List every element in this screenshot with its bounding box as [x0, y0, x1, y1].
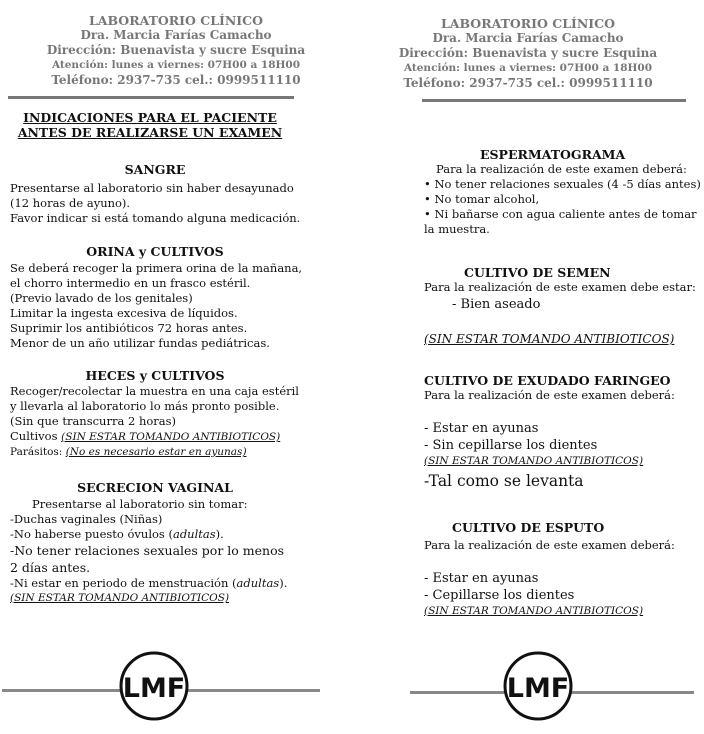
vaginal-line [10, 576, 310, 591]
lmf-logo [502, 650, 574, 722]
section-esputo [424, 520, 694, 619]
parasitos-line [10, 445, 300, 460]
section-faringeo [424, 373, 694, 491]
vaginal-intro: Presentarse al laboratorio sin tomar: [32, 497, 248, 511]
faringeo-intro: Para la realización de este examen deberá: [424, 388, 675, 402]
sangre-title: SANGRE [124, 162, 186, 177]
orina-line: (Previo lavado de los genitales) [10, 291, 193, 305]
heces-line: (Sin que transcurra 2 horas) [10, 414, 177, 428]
faringeo-note: (SIN ESTAR TOMANDO ANTIBIOTICOS) [424, 455, 644, 467]
sangre-line: Presentarse al laboratorio sin haber desayunado [10, 181, 294, 195]
esperma-title: ESPERMATOGRAMA [480, 147, 626, 162]
esperma-line: • No tener relaciones sexuales (4 -5 días antes) [424, 177, 701, 191]
hours: Atención: lunes a viernes: 07H00 a 18H00 [403, 62, 653, 74]
cultivos-line [10, 429, 300, 445]
cultivos-note: (SIN ESTAR TOMANDO ANTIBIOTICOS) [61, 431, 281, 443]
heces-line: Recoger/recolectar la muestra en una caja estéril [10, 384, 299, 398]
esperma-line: • No tomar alcohol, [424, 192, 540, 206]
semen-title: CULTIVO DE SEMEN [464, 265, 611, 280]
lmf-logo [118, 650, 190, 722]
lab-title: LABORATORIO CLÍNICO [441, 16, 615, 31]
main-title-line-2: ANTES DE REALIZARSE UN EXAMEN [17, 125, 283, 140]
sangre-line: (12 horas de ayuno). [10, 196, 131, 210]
phone: Teléfono: 2937-735 cel.: 0999511110 [51, 73, 301, 87]
header-divider [422, 99, 686, 102]
heces-line: y llevarla al laboratorio lo más pronto posible. [10, 399, 280, 413]
vaginal-italic: adultas [236, 576, 280, 590]
esputo-item: - Estar en ayunas [424, 571, 539, 586]
vaginal-text: ). [279, 576, 288, 590]
cultivos-label: Cultivos [10, 429, 62, 443]
esperma-line: la muestra. [424, 222, 490, 236]
heces-title: HECES y CULTIVOS [85, 368, 225, 383]
address: Dirección: Buenavista y sucre Esquina [398, 46, 658, 60]
vaginal-italic: adultas [172, 527, 216, 541]
semen-note: (SIN ESTAR TOMANDO ANTIBIOTICOS) [424, 332, 675, 346]
faringeo-item: - Estar en ayunas [424, 421, 539, 436]
esperma-intro: Para la realización de este examen deberá: [436, 162, 687, 176]
section-vaginal [10, 480, 310, 606]
phone: Teléfono: 2937-735 cel.: 0999511110 [403, 76, 653, 90]
faringeo-title: CULTIVO DE EXUDADO FARINGEO [424, 373, 671, 388]
main-title [0, 110, 300, 140]
faringeo-item: -Tal como se levanta [424, 472, 584, 490]
header-divider [8, 96, 294, 99]
vaginal-text: ). [215, 527, 224, 541]
section-orina [10, 244, 303, 351]
right-header [352, 16, 704, 91]
lab-title: LABORATORIO CLÍNICO [89, 13, 263, 28]
vaginal-line [10, 527, 310, 542]
section-semen [424, 265, 694, 347]
orina-line: Se deberá recoger la primera orina de la mañana, [10, 261, 303, 275]
vaginal-note: (SIN ESTAR TOMANDO ANTIBIOTICOS) [10, 592, 230, 604]
parasitos-note: (No es necesario estar en ayunas) [65, 446, 247, 458]
faringeo-item: - Sin cepillarse los dientes [424, 438, 598, 453]
doctor-name: Dra. Marcia Farías Camacho [432, 31, 624, 45]
vaginal-line: -Duchas vaginales (Niñas) [10, 512, 163, 526]
section-heces [10, 368, 300, 460]
esperma-line: • Ni bañarse con agua caliente antes de tomar [424, 207, 697, 221]
vaginal-text: -Ni estar en periodo de menstruación ( [10, 576, 237, 590]
section-sangre [10, 162, 300, 226]
logo-text: LMF [506, 673, 570, 704]
orina-line: Suprimir los antibióticos 72 horas antes. [10, 321, 248, 335]
left-header [0, 13, 352, 88]
vaginal-text: -No haberse puesto óvulos ( [10, 527, 173, 541]
vaginal-title: SECRECION VAGINAL [77, 480, 233, 495]
esputo-intro: Para la realización de este examen deberá: [424, 538, 675, 552]
orina-title: ORINA y CULTIVOS [86, 244, 224, 259]
doctor-name: Dra. Marcia Farías Camacho [80, 28, 272, 42]
section-espermatograma [424, 147, 701, 237]
logo-text: LMF [122, 673, 186, 704]
esputo-title: CULTIVO DE ESPUTO [452, 520, 605, 535]
hours: Atención: lunes a viernes: 07H00 a 18H00 [51, 59, 301, 71]
vaginal-line: 2 días antes. [10, 560, 91, 575]
orina-line: Menor de un año utilizar fundas pediátricas. [10, 336, 270, 350]
address: Dirección: Buenavista y sucre Esquina [46, 43, 306, 57]
sangre-line: Favor indicar si está tomando alguna medicación. [10, 211, 301, 225]
esputo-item: - Cepillarse los dientes [424, 588, 575, 603]
semen-intro: Para la realización de este examen debe estar: [424, 280, 696, 294]
orina-line: Limitar la ingesta excesiva de líquidos. [10, 306, 238, 320]
parasitos-label: Parásitos: [10, 446, 66, 458]
esputo-note: (SIN ESTAR TOMANDO ANTIBIOTICOS) [424, 605, 644, 617]
semen-item: - Bien aseado [452, 297, 541, 312]
orina-line: el chorro intermedio en un frasco estéril. [10, 276, 251, 290]
main-title-line-1: INDICACIONES PARA EL PACIENTE [23, 110, 277, 125]
vaginal-line: -No tener relaciones sexuales por lo menos [10, 543, 285, 558]
